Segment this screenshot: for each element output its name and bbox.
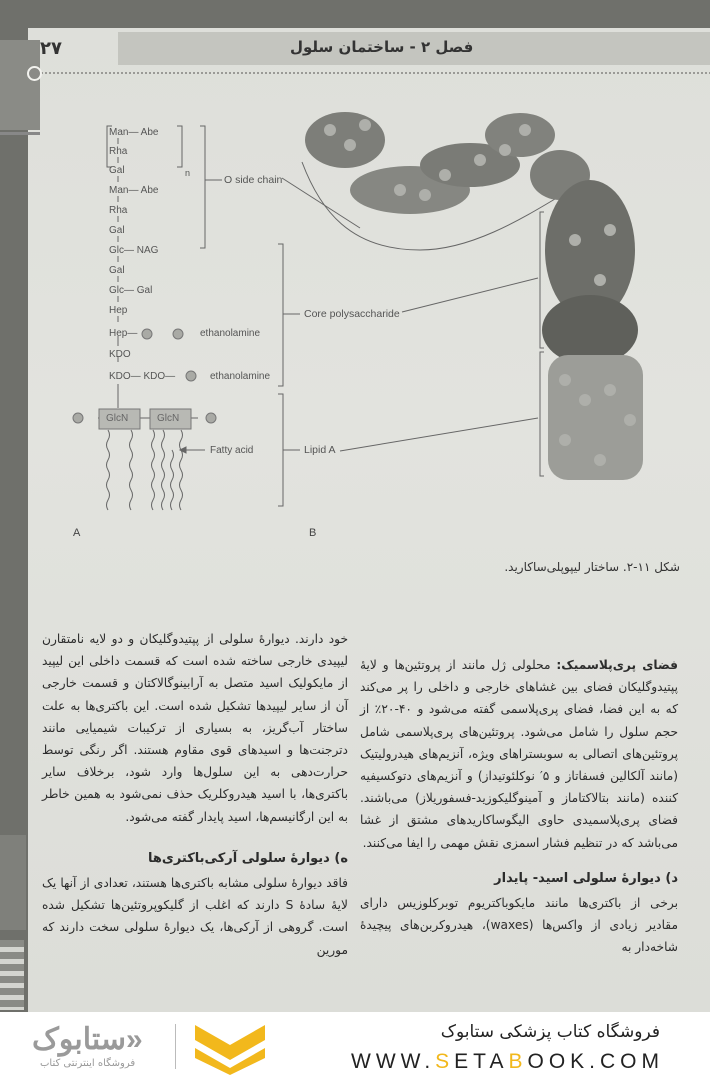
sugar-label: Gal: [109, 225, 125, 236]
core-polysaccharide-label: Core polysaccharide: [304, 308, 400, 320]
page-edge-tab: [0, 835, 26, 930]
fatty-acid-label: Fatty acid: [210, 445, 254, 456]
sugar-label: Glc— NAG: [109, 245, 159, 256]
term-heading: فضای پری‌پلاسمیک:: [556, 658, 678, 672]
glcn-label: GlcN: [157, 413, 180, 424]
url-text: ETA: [454, 1050, 509, 1073]
page-edge-stripes: [0, 940, 24, 1010]
left-column: [42, 628, 348, 961]
sugar-label: Hep: [109, 305, 128, 316]
sugar-label: Rha: [109, 146, 128, 157]
paragraph-text: فاقد دیوارهٔ سلولی مشابه باکتری‌ها هستند، تعدادی از آنها یک لایهٔ سادهٔ S دارند که اغلب از گلیکوپروتئین‌ها تشکیل شده است. گروهی از آرکی‌ها، یک دیوارهٔ سلولی سخت دارند که مورین: [42, 876, 348, 957]
logo-wordmark: ستابوک»: [32, 1023, 143, 1056]
paragraph-text: خود دارند. دیوارهٔ سلولی از پپتیدوگلیکان و دو لایه نامتقارن لیپیدی خارجی ساخته شده است که قسمت داخلی این لیپید از مایکولیک اسید متصل به آرابینوگالاکتان و قسمت خارجی آن از سایر لیپیدها تشکیل شده است. این باکتری‌ها به علت ساختار آب‌گریز، به بسیاری از ترکیبات شیمیایی مانند دترجنت‌ها و اسیدهای قوی مقاوم هستند. اگر رنگی توسط حرارت‌دهی به این سلول‌ها وارد شود، برخلاف سایر باکتری‌ها، با اسید هیدروکلریک حذف نمی‌شود به همین خاطر به این ارگانیسم‌ها، اسید پایدار گفته می‌شود.: [42, 632, 348, 824]
url-highlight: B: [508, 1050, 528, 1073]
ethanolamine-label: ethanolamine: [200, 328, 261, 339]
paragraph-text: برخی از باکتری‌ها مانند مایکوباکتریوم توبرکلوزیس دارای مقادیر زیادی از واکس‌ها (waxes)، هیدروکربن‌های پیچیدهٔ شاخه‌دار به: [360, 896, 679, 955]
page-number: ۲۷: [40, 38, 62, 59]
repeat-subscript: n: [185, 168, 191, 178]
ethanolamine-label: ethanolamine: [210, 371, 271, 382]
chapter-title: فصل ۲ - ساختمان سلول: [290, 38, 474, 56]
sugar-label: Man— Abe: [109, 185, 159, 196]
sugar-label: KDO: [109, 349, 131, 360]
section-heading: د) دیوارهٔ سلولی اسید- پایدار: [494, 870, 678, 886]
panel-b-label: B: [309, 527, 317, 539]
o-side-chain-label: O side chain: [224, 174, 283, 186]
sugar-label: Man— Abe: [109, 127, 159, 138]
sugar-label: Rha: [109, 205, 128, 216]
url-highlight: S: [435, 1050, 455, 1073]
panel-a-label: A: [73, 527, 81, 539]
store-url[interactable]: [351, 1050, 664, 1074]
store-footer-banner: [0, 1012, 710, 1079]
sugar-label: Gal: [109, 165, 125, 176]
divider: [175, 1024, 176, 1069]
url-text: OOK.COM: [527, 1050, 664, 1073]
sugar-label: Hep—: [109, 328, 138, 339]
right-column: [360, 654, 678, 959]
setabook-chevron-logo-icon: [190, 1020, 270, 1075]
glcn-label: GlcN: [106, 413, 129, 424]
paragraph-text: محلولی ژل مانند از پروتئین‌ها و لایهٔ پپتیدوگلیکان فضای بین غشاهای خارجی و داخلی را پر می‌کند که به این فضا، فضای پری‌پلاسمی گفته می‌شود و ۴۰-۲۰٪ از حجم سلول را شامل می‌شود. پروتئین‌های پری‌پلاسمی شامل پروتئین‌های اتصالی به سوبستراهای ویژه، آنزیم‌های هیدرولیتیک (مانند آلکالین فسفاتاز و ۵′ نوکلئوتیداز) و آنزیم‌های دتوکسیفیه کننده (مانند بتالاکتاماز و آمینوگلیکوزید-فسفوریلاز) می‌باشند. فضای پری‌پلاسمیدی حاوی الیگوساکاریدهای مشتق از غشا می‌باشد که در تنظیم فشار اسمزی نقش مهمی را ایفا می‌کنند.: [360, 658, 678, 850]
url-text: WWW.: [351, 1050, 436, 1073]
sugar-label: Gal: [109, 265, 125, 276]
sugar-label: Glc— Gal: [109, 285, 153, 296]
figure-caption: شکل ۱۱-۲. ساختار لیپوپلی‌ساکارید.: [504, 560, 680, 574]
logo-tagline: فروشگاه اینترنتی کتاب: [40, 1058, 136, 1069]
lipid-a-label: Lipid A: [304, 444, 336, 456]
sugar-label: KDO— KDO—: [109, 371, 176, 382]
paragraph: [360, 654, 678, 854]
store-name: فروشگاه کتاب پزشکی ستابوک: [440, 1022, 660, 1042]
section-heading: ه) دیوارهٔ سلولی آرکی‌باکتری‌ها: [148, 850, 348, 866]
